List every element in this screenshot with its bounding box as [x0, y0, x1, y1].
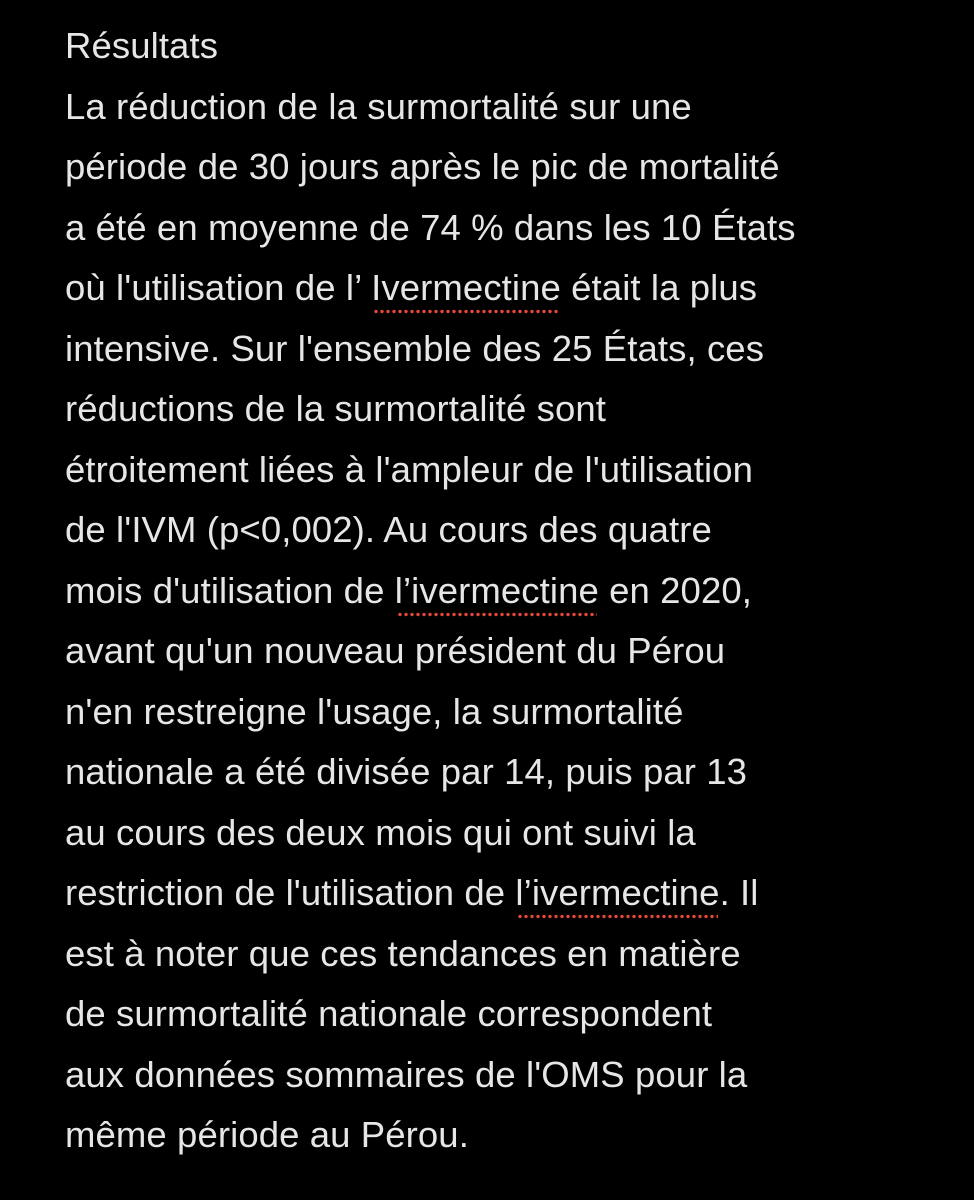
text-line	[65, 682, 796, 743]
text-segment: aux données sommaires de l'OMS pour la	[65, 1053, 748, 1095]
spellcheck-flagged-word[interactable]: l’ivermectine	[515, 872, 720, 913]
text-line	[65, 319, 796, 380]
text-segment: est à noter que ces tendances en matière	[65, 932, 741, 974]
text-segment: . Il	[719, 872, 759, 913]
text-line	[65, 1045, 796, 1106]
text-line	[65, 742, 796, 803]
text-segment: a été en moyenne de 74 % dans les 10 États	[65, 206, 796, 248]
text-segment: n'en restreigne l'usage, la surmortalité	[65, 690, 684, 732]
text-segment: nationale a été divisée par 14, puis par 13	[65, 751, 748, 792]
text-line	[65, 1105, 796, 1166]
text-segment: avant qu'un nouveau président du Pérou	[65, 630, 726, 671]
text-segment: intensive. Sur l'ensemble des 25 États, ces	[65, 327, 765, 369]
text-segment: période de 30 jours après le pic de mortalité	[65, 146, 780, 187]
text-line	[65, 137, 796, 198]
text-segment: de l'IVM (p<0,002). Au cours des quatre	[65, 509, 712, 550]
text-line	[65, 863, 796, 924]
text-segment: de surmortalité nationale correspondent	[65, 993, 713, 1034]
text-line	[65, 621, 796, 682]
spellcheck-flagged-word[interactable]: l’ivermectine	[394, 569, 599, 611]
text-line	[65, 803, 796, 864]
text-line	[65, 984, 796, 1045]
text-segment: au cours des deux mois qui ont suivi la	[65, 811, 696, 853]
text-line	[65, 77, 796, 138]
text-line	[65, 924, 796, 985]
text-line	[65, 440, 796, 501]
text-line	[65, 500, 796, 561]
paragraph	[65, 77, 796, 1166]
text-segment: était la plus	[560, 267, 758, 308]
text-segment: réductions de la surmortalité sont	[65, 388, 607, 429]
text-segment: étroitement liées à l'ampleur de l'utilisation	[65, 448, 754, 490]
text-segment: restriction de l'utilisation de	[65, 872, 516, 913]
spellcheck-flagged-word[interactable]: Ivermectine	[371, 267, 561, 308]
text-segment: où l'utilisation de l’	[65, 267, 372, 308]
text-line	[65, 198, 796, 259]
text-line	[65, 561, 796, 622]
section-heading: Résultats	[65, 25, 219, 66]
text-line	[65, 258, 796, 319]
document-text	[65, 16, 796, 1166]
text-segment: mois d'utilisation de	[65, 569, 395, 611]
text-segment: La réduction de la surmortalité sur une	[65, 85, 692, 127]
text-line	[65, 379, 796, 440]
text-segment: même période au Pérou.	[65, 1114, 469, 1155]
text-segment: en 2020,	[598, 569, 752, 611]
